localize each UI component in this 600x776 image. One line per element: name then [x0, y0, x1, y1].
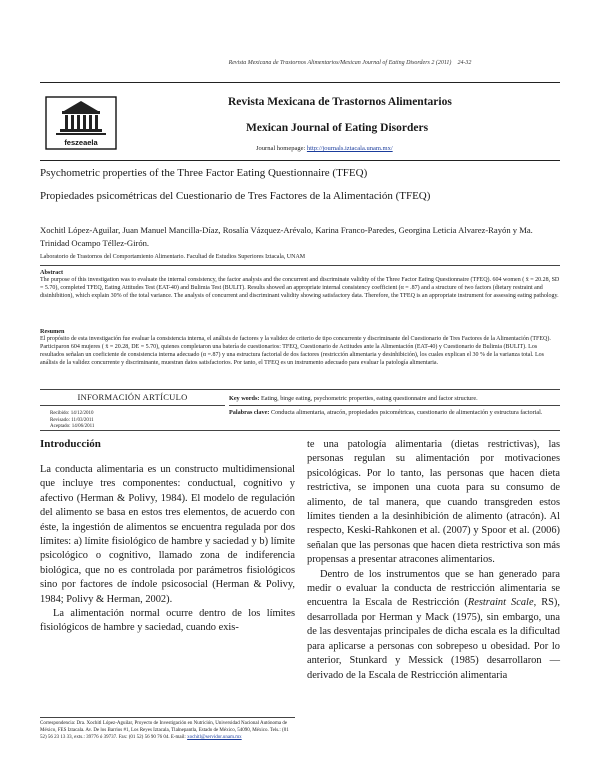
divider [40, 405, 225, 406]
divider [40, 430, 560, 431]
keywords-es-text: Conducta alimentaria, atracón, propiedades psicométricas, cuestionario de alimentación y estructura factorial. [270, 409, 543, 416]
logo-caption: feszeaela [64, 138, 98, 147]
body-right-column [307, 438, 560, 683]
footnote-text: Correspondencia: Dra. Xochitl López-Aguilar, Proyecto de Investigación en Nutrición, Universidad Nacional Autónoma de México, FES Iztacala. Av. De los Barrios #1, Los Reyes Iztacala, Tlalnepantla, Estado de México, 54090, México. Tels.: (01 52) 56 23 13 33, exts.: 39776 ó 39737. Fax: (01 52) 56 90 76 04. E-mail: [40, 721, 289, 740]
resumen-section [40, 328, 560, 368]
keywords-en-label: Key words: [229, 395, 260, 402]
resumen-text: El propósito de esta investigación fue evaluar la consistencia interna, el análisis de factores y la validez de criterio de tipo concurrente y discriminante del Cuestionario de Tres Factores de la Alimentación (TFEQ). Participaron 604 mujeres ( x̄ = 20.28, DE = 5.70), quienes completaron una batería de cuestionarios: TFEQ, Cuestionario de Actitudes ante la Alimentación (EAT-40) y Cuestionario de Bulimia (BULIT). Los resultados señalan un coeficiente de consistencia interna adecuado (α =.87) y una estructura factorial de dos factores (restricción alimentaria y desinhibición), los cuales explican el 30 % de la varianza total. Los análisis de la validez concurrente y discriminante, muestran datos satisfactorios. Por tanto, el TFEQ es un instrumento adecuado para evaluar la patología alimentaria. [40, 335, 551, 366]
journal-name-es: Revista Mexicana de Trastornos Alimentarios [228, 96, 452, 108]
article-title-en: Psychometric properties of the Three Factor Eating Questionnaire (TFEQ) [40, 167, 368, 179]
paragraph-part: , RS), desarrollada por Herman y Mack (1975), sin embargo, una de las desventajas principales de dicha escala es la dificultad para aplicarse a personas con sobrepeso u obesidad. Por lo anterior, Stunkard y Messick (1985) desarrollaron —derivado de la Escala de Restricción alimentaria [307, 597, 560, 681]
author-list: Xochitl López-Aguilar, Juan Manuel Mancilla-Díaz, Rosalía Vázquez-Arévalo, Karina Franco-Paredes, Georgina Leticia Alvarez-Rayón y Ma. Trinidad Ocampo Téllez-Girón. [40, 225, 533, 248]
homepage-link[interactable]: http://journals.iztacala.unam.mx/ [306, 145, 393, 152]
divider [40, 265, 560, 266]
running-header-text: Revista Mexicana de Trastornos Alimentarios/Mexican Journal of Eating Disorders 2 (2011) [228, 60, 452, 66]
paragraph: La conducta alimentaria es un constructo multidimensional que incluye tres componentes: conductual, cognitivo y afectivo (Herman & Polivy, 1984). El modelo de regulación del alimento se basa en estos tres elementos, de acuerdo con éste, la ingestión de alimentos se encuentra regulada por dos límites: a) límite fisiológico de hambre y saciedad y b) límite psicológico o cognitivo, llamado zona de indiferencia biológica, que no es controlada por parámetros fisiológicos sino por factores de índole psicosocial (Herman & Polivy, 1984; Polivy & Herman, 2002). [40, 464, 295, 605]
affiliation: Laboratorio de Trastornos del Comportamiento Alimentario. Facultad de Estudios Superiores Iztacala, UNAM [40, 254, 306, 260]
footnote-email[interactable]: xochitl@servidor.unam.mx [187, 734, 242, 740]
keywords-en-text: Eating, binge eating, psychometric properties, eating questionnaire and factor structure. [260, 395, 478, 402]
keywords-en [229, 395, 559, 403]
abstract-text: The purpose of this investigation was to evaluate the internal consistency, the factor analysis and the concurrent and discriminate validity of the Three Factor Eating Questionnaire (TFEQ). 604 women ( x̄ = 20.28, SD = 5.70), completed TFEQ, Eating Attitudes Test (EAT-40) and Bulimia Test (BULIT). Results showed an appropriate internal consistency coefficient (α = .87) and a structure of two factors (dietary restraint and disinhibition), which explain 30% of the total variance. The analysis of concurrent and discriminant validity showing satisfactory data. Therefore, the TFEQ is an appropriate instrument for assessing eating pathology. [40, 276, 560, 299]
header-rule-top [40, 82, 560, 83]
accepted-date: Aceptado: 14/06/2011 [50, 424, 95, 430]
divider [40, 389, 560, 390]
article-title-es: Propiedades psicométricas del Cuestionario de Tres Factores de la Alimentación (TFEQ) [40, 190, 431, 202]
scale-name: Restraint Scale [467, 597, 534, 609]
divider [229, 405, 560, 406]
paragraph-part: Dentro de los instrumentos que se han generado para medir o evaluar la conducta de restricción alimentaria se encuentra la Escala de Restricción ( [307, 568, 560, 609]
resumen-heading: Resumen [40, 328, 65, 335]
journal-logo [44, 95, 118, 151]
article-info-label: INFORMACIÓN ARTÍCULO [77, 392, 188, 402]
temple-logo-icon [44, 95, 118, 151]
journal-name-en: Mexican Journal of Eating Disorders [246, 122, 429, 134]
footnote-divider [40, 717, 295, 718]
article-dates [50, 411, 210, 431]
keywords-es-label: Palabras clave: [229, 409, 270, 416]
revised-date: Revisado: 11/03/2011 [50, 417, 94, 423]
paragraph [307, 568, 560, 683]
paragraph: La alimentación normal ocurre dentro de los límites fisiológicos de hambre y saciedad, cuando exis- [40, 608, 295, 634]
abstract-heading: Abstract [40, 269, 64, 276]
header-rule-bottom [40, 160, 560, 161]
correspondence-footnote [40, 721, 295, 741]
paragraph: te una patología alimentaria (dietas restrictivas), las personas regulan su alimentación por motivaciones psicológicas. Por lo tanto, las personas que hacen dieta restrictiva, se imponen una cuota para su consumo de alimento, de tal manera, que cuando transgreden estos límites tienden a la desinhibición de alimento (atracón). Al respecto, Keski-Rahkonen et al. (2007) y Spoor et al. (2006) señalan que las personas que hacen dieta restrictiva son más propensas a presentar atracones alimentarios. [307, 439, 560, 566]
intro-heading: Introducción [40, 438, 101, 450]
body-left-column [40, 463, 295, 636]
running-header [150, 60, 550, 66]
page-range: 24-32 [457, 60, 472, 66]
homepage-label: Journal homepage: [256, 145, 306, 152]
keywords-es [229, 409, 559, 417]
journal-homepage [256, 145, 556, 152]
received-date: Recibido: 14/12/2010 [50, 411, 94, 416]
abstract-section [40, 269, 560, 301]
